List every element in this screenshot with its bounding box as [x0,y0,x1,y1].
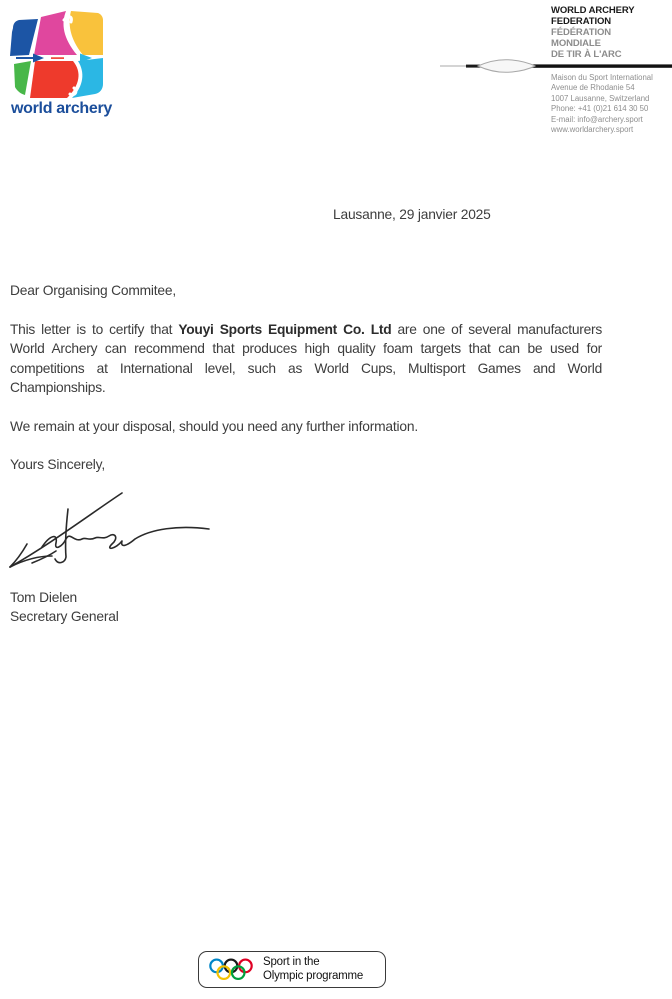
badge-text [263,956,363,983]
para1-text-before: This letter is to certify that [10,322,179,337]
letterhead-address [551,73,653,135]
org-name-en-line1: WORLD ARCHERY [551,5,635,16]
company-name: Youyi Sports Equipment Co. Ltd [178,322,392,337]
org-name-fr-line1: FÉDÉRATION [551,27,612,38]
address-line-website: www.worldarchery.sport [551,125,634,135]
salutation: Dear Organising Commitee, [10,283,176,298]
olympic-rings-icon [208,956,254,983]
address-line-phone: Phone: +41 (0)21 614 30 50 [551,104,649,114]
address-line-1: Maison du Sport International [551,73,653,82]
dateline: Lausanne, 29 janvier 2025 [333,207,491,222]
world-archery-logo-icon [10,10,103,101]
closing-line: Yours Sincerely, [10,457,105,472]
badge-text-line1: Sport in the [263,956,320,968]
signature-icon [4,483,214,571]
signer-title: Secretary General [10,609,119,624]
arrow-rule-icon [440,58,672,74]
para1-text-after: are one of several manufacturers World Archery can recommend that produces high quality foam targets that can be used for competitions at International level, such as World Cups, Multisport Games and World Championships. [10,322,603,395]
org-name-fr-line3: DE TIR À L'ARC [551,49,622,60]
address-line-3: 1007 Lausanne, Switzerland [551,93,650,103]
body-paragraph-2: We remain at your disposal, should you need any further information. [10,419,418,434]
badge-text-line2: Olympic programme [263,969,364,982]
olympic-programme-badge [198,951,386,988]
signer-name: Tom Dielen [10,590,78,605]
logo-wordmark: world archery [11,100,113,117]
address-line-email: E-mail: info@archery.sport [551,114,643,124]
letterhead-org-names [551,5,635,60]
org-name-fr-line2: MONDIALE [551,38,601,49]
body-paragraph-1 [10,320,602,397]
org-name-en-line2: FEDERATION [551,16,612,27]
address-line-2: Avenue de Rhodanie 54 [551,83,635,93]
